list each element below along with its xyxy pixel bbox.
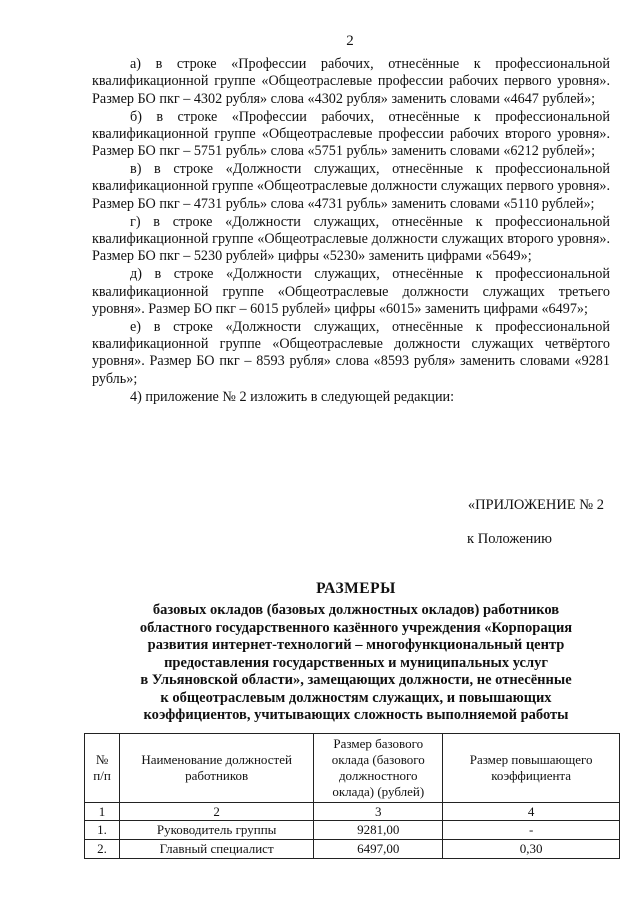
paragraph-a: а) в строке «Профессии рабочих, отнесённые к профессиональной квалификационной группе «Общеотраслевые профессии рабочих первого уровня». Размер БО пкг – 4302 рубля» слова «4302 рубля» заменить словами «4647 рублей»; xyxy=(92,56,610,107)
paragraph-b: б) в строке «Профессии рабочих, отнесённые к профессиональной квалификационной группе «Общеотраслевые профессии рабочих второго уровня». Размер БО пкг – 5751 рубль» слова «5751 рубль» заменить словами «6212 рублей»; xyxy=(92,108,610,160)
table-header-row xyxy=(85,734,620,803)
table-index-row xyxy=(85,803,620,821)
heading-line: коэффициентов, учитывающих сложность выполняемой работы xyxy=(143,707,569,723)
body-text xyxy=(92,56,610,407)
paragraph-g: г) в строке «Должности служащих, отнесённые к профессиональной квалификационной группе «Общеотраслевые должности служащих второго уровня». Размер БО пкг – 5230 рублей» цифры «5230» заменить цифрами «5649»; xyxy=(92,213,610,265)
row-coefficient: 0,30 xyxy=(443,840,620,859)
heading-line: базовых окладов (базовых должностных окладов) работников xyxy=(152,602,560,618)
document-heading xyxy=(92,580,620,725)
appendix-title: «ПРИЛОЖЕНИЕ № 2 xyxy=(467,497,604,513)
row-number: 2. xyxy=(85,840,120,859)
row-coefficient: - xyxy=(443,821,620,840)
row-number: 1. xyxy=(85,821,120,840)
paragraph-d: д) в строке «Должности служащих, отнесённые к профессиональной квалификационной группе «Общеотраслевые должности служащих третьего уровня». Размер БО пкг – 6015 рублей» цифры «6015» заменить цифрами «6497»; xyxy=(92,266,610,317)
index-cell: 1 xyxy=(85,803,120,821)
paragraph-4: 4) приложение № 2 изложить в следующей редакции: xyxy=(130,388,455,405)
heading-line: к общеотраслевым должностям служащих, и повышающих xyxy=(160,689,552,706)
heading-line: предоставления государственных и муниципальных услуг xyxy=(164,654,548,671)
paragraph-v: в) в строке «Должности служащих, отнесённые к профессиональной квалификационной группе «Общеотраслевые должности служащих первого уровня». Размер БО пкг – 4731 рубль» слова «4731 рубль» заменить словами «5110 рублей»; xyxy=(92,161,610,212)
appendix-subtitle: к Положению xyxy=(467,531,552,547)
heading-line: развития интернет-технологий – многофункциональный центр xyxy=(147,637,565,653)
table-row xyxy=(85,821,620,840)
header-position-name: Наименование должностей работников xyxy=(120,734,314,803)
row-position-name: Главный специалист xyxy=(120,840,314,859)
header-base-salary: Размер базового оклада (базового должностного оклада) (рублей) xyxy=(314,734,443,803)
row-position-name: Руководитель группы xyxy=(120,821,314,840)
paragraph-e: е) в строке «Должности служащих, отнесённые к профессиональной квалификационной группе «Общеотраслевые должности служащих четвёртого уровня». Размер БО пкг – 8593 рубля» слова «8593 рубля» заменить словами «9281 рубль»; xyxy=(92,318,610,387)
index-cell: 3 xyxy=(314,803,443,821)
index-cell: 2 xyxy=(120,803,314,821)
heading-line: в Ульяновской области», замещающих должности, не отнесённые xyxy=(140,672,572,688)
page-number: 2 xyxy=(346,33,354,49)
header-number: № п/п xyxy=(85,734,120,803)
header-coefficient: Размер повышающего коэффициента xyxy=(443,734,620,803)
heading-main: РАЗМЕРЫ xyxy=(316,580,396,597)
row-base-salary: 6497,00 xyxy=(314,840,443,859)
table-row xyxy=(85,840,620,859)
row-base-salary: 9281,00 xyxy=(314,821,443,840)
index-cell: 4 xyxy=(443,803,620,821)
heading-line: областного государственного казённого учреждения «Корпорация xyxy=(139,619,573,636)
salary-table xyxy=(84,733,620,859)
